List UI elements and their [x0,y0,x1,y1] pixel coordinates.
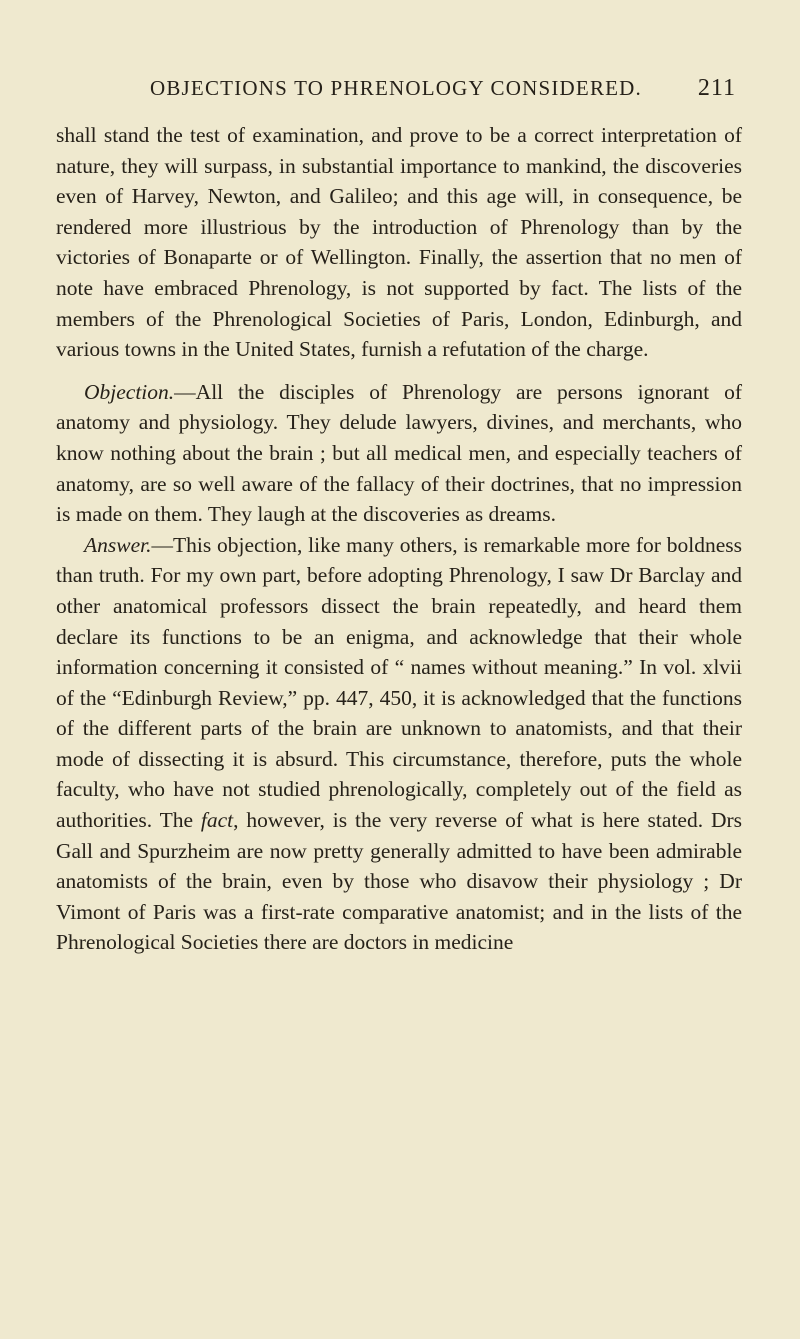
answer-text-part-2: , however, is the very reverse of what is here stated. Drs Gall and Spurzheim are now pretty generally admitted to have been admirable anatomists of the brain, even by those who disavow their physiology ; Dr Vimont of Paris was a first-rate comparative anatomist; and in the lists of the Phrenological Societies there are doctors in medicine [56,808,742,955]
paragraph-text: shall stand the test of examination, and prove to be a correct interpretation of nature, they will surpass, in substantial importance to mankind, the discoveries even of Harvey, Newton, and Galileo; and this age will, in consequence, be rendered more illustrious by the introduction of Phrenology than by the victories of Bonaparte or of Wellington. Finally, the assertion that no men of note have embraced Phrenology, is not supported by fact. The lists of the members of the Phrenological Societies of Paris, London, Edinburgh, and various towns in the United States, furnish a refutation of the charge. [56,123,742,362]
answer-label: Answer. [84,532,152,557]
paragraph-continuation [56,120,742,365]
paragraph-objection [56,377,742,530]
objection-text: —All the disciples of Phrenology are persons ignorant of anatomy and physiology. They delude lawyers, divines, and merchants, who know nothing about the brain ; but all medical men, and especially teachers of anatomy, are so well aware of the fallacy of their doctrines, that no impression is made on them. They laugh at the discoveries as dreams. [56,379,742,527]
emphasis-fact: fact [200,808,234,833]
running-title: OBJECTIONS TO PHRENOLOGY CONSIDERED. [149,76,642,100]
body-text [56,120,742,958]
page-number: 211 [697,75,736,101]
paragraph-answer [56,530,742,958]
running-head [56,70,736,106]
answer-text-part-1: —This objection, like many others, is remarkable more for boldness than truth. For my own part, before adopting Phrenology, I saw Dr Barclay and other anatomical professors dissect the brain repeatedly, and heard them declare its functions to be an enigma, and acknowledge that their whole information concerning it consisted of “ names without meaning.” In vol. xlvii of the “Edinburgh Review,” pp. 447, 450, it is acknowledged that the functions of the different parts of the brain are unknown to anatomists, and that their mode of dissecting it is absurd. This circumstance, therefore, puts the whole faculty, who have not studied phrenologically, completely out of the field as authorities. The [56,532,742,833]
objection-label: Objection. [84,379,175,404]
